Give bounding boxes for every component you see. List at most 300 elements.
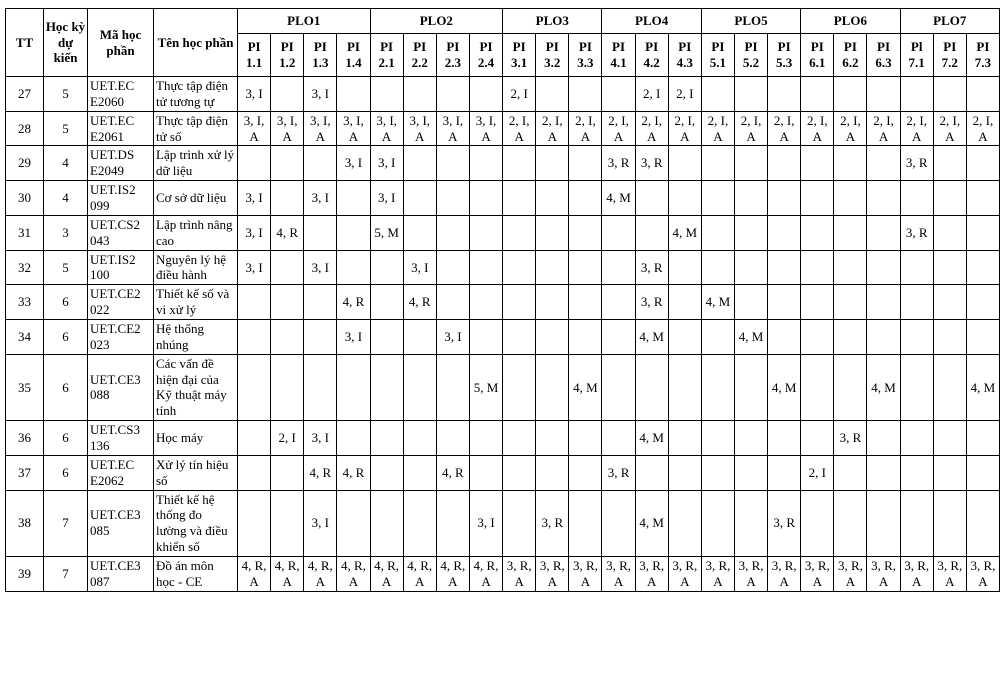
cell-tt: 27	[6, 77, 44, 112]
cell-pi-4.2: 4, M	[635, 320, 668, 355]
cell-pi-7.3	[966, 215, 999, 250]
cell-pi-5.1	[701, 215, 734, 250]
cell-pi-2.4	[469, 181, 502, 216]
header-group-plo6: PLO6	[801, 9, 900, 34]
cell-tt: 33	[6, 285, 44, 320]
cell-pi-5.1	[701, 181, 734, 216]
cell-pi-4.1	[602, 354, 635, 420]
cell-pi-7.3	[966, 490, 999, 556]
cell-pi-2.1	[370, 354, 403, 420]
cell-pi-3.2	[536, 455, 569, 490]
header-cell-pi-3.3: PI 3.3	[569, 34, 602, 77]
cell-semester: 4	[44, 181, 88, 216]
cell-course-name: Lập trình xử lý dữ liệu	[154, 146, 238, 181]
cell-pi-4.3	[668, 490, 701, 556]
cell-pi-7.2	[933, 77, 966, 112]
cell-pi-5.1	[701, 490, 734, 556]
cell-pi-7.3	[966, 77, 999, 112]
cell-pi-7.2: 2, I, A	[933, 111, 966, 146]
cell-pi-4.1	[602, 285, 635, 320]
header-group-plo7: PLO7	[900, 9, 999, 34]
header-cell-pi-5.1: PI 5.1	[701, 34, 734, 77]
cell-pi-1.2	[271, 181, 304, 216]
cell-course-name: Thực tập điện tử tương tự	[154, 77, 238, 112]
cell-tt: 34	[6, 320, 44, 355]
cell-pi-5.2	[734, 354, 767, 420]
cell-pi-6.3: 4, M	[867, 354, 900, 420]
cell-pi-6.3	[867, 146, 900, 181]
cell-pi-4.1: 4, M	[602, 181, 635, 216]
cell-pi-3.1	[503, 421, 536, 456]
header-cell-pi-4.1: PI 4.1	[602, 34, 635, 77]
header-cell-ten: Tên học phần	[154, 9, 238, 77]
plo-pi-mapping-table	[5, 8, 1000, 592]
cell-pi-1.1: 4, R, A	[238, 557, 271, 592]
cell-pi-5.3	[768, 285, 801, 320]
cell-course-name: Thực tập điện tử số	[154, 111, 238, 146]
header-cell-pi-1.3: PI 1.3	[304, 34, 337, 77]
cell-pi-6.1	[801, 181, 834, 216]
cell-pi-2.2	[403, 215, 436, 250]
cell-pi-6.2	[834, 215, 867, 250]
cell-pi-7.2: 3, R, A	[933, 557, 966, 592]
cell-course-name: Hệ thống nhúng	[154, 320, 238, 355]
cell-pi-1.2	[271, 455, 304, 490]
cell-pi-5.2	[734, 215, 767, 250]
cell-pi-1.1: 3, I	[238, 181, 271, 216]
cell-pi-6.2	[834, 77, 867, 112]
cell-pi-1.2	[271, 320, 304, 355]
cell-pi-1.4	[337, 490, 370, 556]
header-cell-pi-7.3: PI 7.3	[966, 34, 999, 77]
cell-pi-1.2	[271, 77, 304, 112]
cell-course-code: UET.CE2 022	[88, 285, 154, 320]
cell-course-code: UET.CS3 136	[88, 421, 154, 456]
cell-pi-7.1	[900, 490, 933, 556]
cell-pi-3.2	[536, 215, 569, 250]
cell-pi-5.1: 3, R, A	[701, 557, 734, 592]
cell-pi-6.2	[834, 250, 867, 285]
cell-pi-4.1	[602, 215, 635, 250]
cell-pi-4.2: 4, M	[635, 490, 668, 556]
cell-pi-3.1: 3, R, A	[503, 557, 536, 592]
cell-pi-3.3	[569, 146, 602, 181]
cell-semester: 7	[44, 490, 88, 556]
cell-pi-5.2	[734, 455, 767, 490]
cell-semester: 6	[44, 354, 88, 420]
cell-pi-2.1: 4, R, A	[370, 557, 403, 592]
cell-pi-2.1: 3, I	[370, 146, 403, 181]
cell-pi-1.3	[304, 320, 337, 355]
cell-pi-2.4	[469, 77, 502, 112]
cell-pi-4.3: 3, R, A	[668, 557, 701, 592]
cell-tt: 32	[6, 250, 44, 285]
cell-course-name: Các vấn đề hiện đại của Kỹ thuật máy tính	[154, 354, 238, 420]
cell-pi-2.2	[403, 455, 436, 490]
cell-pi-2.1	[370, 455, 403, 490]
cell-pi-7.2	[933, 421, 966, 456]
cell-pi-1.2	[271, 490, 304, 556]
cell-pi-4.2	[635, 455, 668, 490]
cell-pi-4.2	[635, 354, 668, 420]
cell-pi-6.1	[801, 320, 834, 355]
course-row-32	[6, 250, 1000, 285]
cell-pi-1.1: 3, I	[238, 77, 271, 112]
cell-pi-1.2: 4, R	[271, 215, 304, 250]
cell-pi-2.3	[436, 77, 469, 112]
cell-pi-1.1: 3, I, A	[238, 111, 271, 146]
cell-pi-4.3: 2, I	[668, 77, 701, 112]
cell-pi-1.3	[304, 215, 337, 250]
cell-pi-3.1: 2, I, A	[503, 111, 536, 146]
cell-pi-3.2	[536, 77, 569, 112]
cell-pi-3.2	[536, 181, 569, 216]
cell-course-name: Đồ án môn học - CE	[154, 557, 238, 592]
cell-pi-5.3: 3, R, A	[768, 557, 801, 592]
cell-pi-6.1	[801, 146, 834, 181]
cell-pi-2.3: 3, I, A	[436, 111, 469, 146]
cell-pi-4.3	[668, 285, 701, 320]
cell-pi-2.1: 3, I	[370, 181, 403, 216]
cell-pi-3.1	[503, 250, 536, 285]
cell-pi-6.1: 3, R, A	[801, 557, 834, 592]
cell-pi-4.3	[668, 455, 701, 490]
header-group-plo2: PLO2	[370, 9, 503, 34]
header-cell-ma: Mã học phần	[88, 9, 154, 77]
course-row-39	[6, 557, 1000, 592]
cell-pi-2.1	[370, 285, 403, 320]
cell-pi-5.1	[701, 354, 734, 420]
cell-pi-3.1	[503, 146, 536, 181]
cell-pi-1.4: 4, R	[337, 285, 370, 320]
cell-tt: 37	[6, 455, 44, 490]
cell-pi-6.2: 2, I, A	[834, 111, 867, 146]
cell-pi-1.2: 4, R, A	[271, 557, 304, 592]
cell-pi-2.2: 4, R	[403, 285, 436, 320]
cell-semester: 4	[44, 146, 88, 181]
cell-pi-6.3	[867, 421, 900, 456]
cell-pi-3.2	[536, 146, 569, 181]
cell-pi-1.3: 3, I	[304, 490, 337, 556]
cell-pi-6.1	[801, 77, 834, 112]
header-cell-pi-6.1: PI 6.1	[801, 34, 834, 77]
cell-pi-4.2: 3, R	[635, 146, 668, 181]
cell-pi-7.1	[900, 421, 933, 456]
cell-pi-2.3	[436, 285, 469, 320]
cell-pi-1.1	[238, 354, 271, 420]
header-group-plo1: PLO1	[238, 9, 371, 34]
cell-pi-2.2: 3, I, A	[403, 111, 436, 146]
header-cell-pi-6.2: PI 6.2	[834, 34, 867, 77]
cell-pi-2.4: 5, M	[469, 354, 502, 420]
cell-pi-6.3	[867, 181, 900, 216]
cell-semester: 3	[44, 215, 88, 250]
cell-pi-5.2	[734, 250, 767, 285]
cell-pi-5.2	[734, 77, 767, 112]
cell-pi-2.3: 4, R	[436, 455, 469, 490]
header-cell-pi-2.4: PI 2.4	[469, 34, 502, 77]
cell-course-code: UET.IS2 100	[88, 250, 154, 285]
cell-pi-5.2	[734, 490, 767, 556]
cell-pi-2.2	[403, 320, 436, 355]
cell-pi-3.2	[536, 250, 569, 285]
cell-pi-7.1: 3, R, A	[900, 557, 933, 592]
cell-course-code: UET.EC E2060	[88, 77, 154, 112]
cell-pi-7.3	[966, 146, 999, 181]
cell-pi-5.1	[701, 421, 734, 456]
header-cell-pi-4.3: PI 4.3	[668, 34, 701, 77]
cell-pi-2.2	[403, 490, 436, 556]
cell-pi-2.3	[436, 421, 469, 456]
cell-pi-7.3	[966, 421, 999, 456]
cell-pi-6.1	[801, 354, 834, 420]
cell-tt: 39	[6, 557, 44, 592]
cell-pi-1.2	[271, 354, 304, 420]
header-cell-pi-1.2: PI 1.2	[271, 34, 304, 77]
cell-pi-3.3: 4, M	[569, 354, 602, 420]
cell-pi-4.3: 4, M	[668, 215, 701, 250]
cell-pi-2.3	[436, 250, 469, 285]
cell-pi-4.1	[602, 250, 635, 285]
cell-pi-1.1	[238, 320, 271, 355]
cell-pi-5.2	[734, 146, 767, 181]
cell-pi-3.2: 3, R	[536, 490, 569, 556]
cell-pi-2.1	[370, 77, 403, 112]
cell-pi-1.2	[271, 250, 304, 285]
header-group-plo3: PLO3	[503, 9, 602, 34]
cell-pi-6.2	[834, 181, 867, 216]
cell-semester: 5	[44, 250, 88, 285]
cell-pi-6.3	[867, 77, 900, 112]
cell-pi-2.4	[469, 320, 502, 355]
course-row-30	[6, 181, 1000, 216]
course-row-28	[6, 111, 1000, 146]
cell-pi-7.1	[900, 181, 933, 216]
header-cell-pi-7.1: Pl 7.1	[900, 34, 933, 77]
cell-pi-2.4: 4, R, A	[469, 557, 502, 592]
cell-pi-2.3: 4, R, A	[436, 557, 469, 592]
cell-pi-2.4	[469, 146, 502, 181]
cell-pi-4.1: 2, I, A	[602, 111, 635, 146]
cell-pi-6.3: 3, R, A	[867, 557, 900, 592]
cell-pi-2.3	[436, 146, 469, 181]
cell-pi-4.2: 2, I, A	[635, 111, 668, 146]
cell-pi-7.3: 4, M	[966, 354, 999, 420]
cell-course-code: UET.CE3 088	[88, 354, 154, 420]
header-cell-pi-6.3: PI 6.3	[867, 34, 900, 77]
course-row-33	[6, 285, 1000, 320]
cell-pi-1.2	[271, 285, 304, 320]
cell-tt: 38	[6, 490, 44, 556]
cell-pi-4.1	[602, 320, 635, 355]
cell-pi-6.2	[834, 354, 867, 420]
cell-course-code: UET.IS2 099	[88, 181, 154, 216]
cell-pi-4.1: 3, R	[602, 455, 635, 490]
cell-semester: 6	[44, 421, 88, 456]
cell-pi-7.1	[900, 354, 933, 420]
cell-pi-2.3: 3, I	[436, 320, 469, 355]
cell-pi-1.4	[337, 421, 370, 456]
cell-pi-3.3: 3, R, A	[569, 557, 602, 592]
cell-pi-2.1	[370, 320, 403, 355]
cell-course-code: UET.CS2 043	[88, 215, 154, 250]
cell-pi-4.2	[635, 215, 668, 250]
cell-tt: 28	[6, 111, 44, 146]
cell-pi-3.3: 2, I, A	[569, 111, 602, 146]
cell-pi-3.3	[569, 250, 602, 285]
cell-pi-5.1: 4, M	[701, 285, 734, 320]
cell-pi-3.3	[569, 285, 602, 320]
cell-course-code: UET.EC E2061	[88, 111, 154, 146]
table-header	[6, 9, 1000, 77]
cell-pi-2.2: 3, I	[403, 250, 436, 285]
cell-pi-5.3: 2, I, A	[768, 111, 801, 146]
cell-pi-3.3	[569, 181, 602, 216]
cell-pi-6.2: 3, R, A	[834, 557, 867, 592]
cell-pi-5.2: 3, R, A	[734, 557, 767, 592]
cell-pi-5.1	[701, 146, 734, 181]
cell-pi-7.2	[933, 146, 966, 181]
cell-pi-3.2	[536, 354, 569, 420]
cell-pi-4.1	[602, 77, 635, 112]
cell-pi-1.3: 3, I	[304, 77, 337, 112]
cell-pi-1.4: 4, R	[337, 455, 370, 490]
cell-course-name: Lập trình nâng cao	[154, 215, 238, 250]
cell-course-name: Nguyên lý hệ điều hành	[154, 250, 238, 285]
cell-pi-2.2	[403, 354, 436, 420]
header-cell-pi-2.1: PI 2.1	[370, 34, 403, 77]
cell-pi-2.1: 3, I, A	[370, 111, 403, 146]
cell-pi-6.2	[834, 285, 867, 320]
cell-course-code: UET.CE3 087	[88, 557, 154, 592]
header-cell-pi-3.2: PI 3.2	[536, 34, 569, 77]
cell-pi-3.1: 2, I	[503, 77, 536, 112]
cell-pi-4.2	[635, 181, 668, 216]
cell-pi-7.2	[933, 285, 966, 320]
cell-pi-1.3: 3, I	[304, 181, 337, 216]
cell-pi-5.1	[701, 77, 734, 112]
cell-tt: 31	[6, 215, 44, 250]
cell-pi-3.1	[503, 354, 536, 420]
cell-pi-5.2: 4, M	[734, 320, 767, 355]
cell-pi-5.3	[768, 181, 801, 216]
cell-pi-6.3	[867, 215, 900, 250]
cell-pi-4.3	[668, 181, 701, 216]
cell-pi-2.3	[436, 215, 469, 250]
cell-course-name: Học máy	[154, 421, 238, 456]
cell-pi-3.2	[536, 320, 569, 355]
cell-pi-6.3	[867, 490, 900, 556]
cell-semester: 5	[44, 111, 88, 146]
cell-pi-2.4	[469, 250, 502, 285]
cell-pi-5.3	[768, 455, 801, 490]
cell-course-name: Thiết kế số và vi xử lý	[154, 285, 238, 320]
cell-pi-5.1: 2, I, A	[701, 111, 734, 146]
cell-pi-1.3: 3, I	[304, 250, 337, 285]
cell-pi-4.3	[668, 421, 701, 456]
header-cell-pi-2.3: PI 2.3	[436, 34, 469, 77]
cell-pi-6.2	[834, 490, 867, 556]
course-row-37	[6, 455, 1000, 490]
cell-pi-1.1: 3, I	[238, 215, 271, 250]
cell-pi-6.2	[834, 146, 867, 181]
cell-pi-4.3	[668, 354, 701, 420]
cell-pi-5.3: 4, M	[768, 354, 801, 420]
cell-semester: 6	[44, 285, 88, 320]
cell-pi-1.1	[238, 285, 271, 320]
cell-pi-3.3	[569, 215, 602, 250]
course-row-38	[6, 490, 1000, 556]
cell-pi-1.1	[238, 146, 271, 181]
cell-pi-7.2	[933, 490, 966, 556]
cell-pi-2.2: 4, R, A	[403, 557, 436, 592]
cell-pi-5.2	[734, 421, 767, 456]
cell-pi-5.1	[701, 320, 734, 355]
header-row-groups	[6, 9, 1000, 34]
cell-pi-7.1	[900, 320, 933, 355]
cell-pi-7.2	[933, 181, 966, 216]
cell-pi-1.4: 3, I	[337, 146, 370, 181]
cell-semester: 5	[44, 77, 88, 112]
cell-pi-1.4: 3, I, A	[337, 111, 370, 146]
cell-pi-4.1	[602, 421, 635, 456]
cell-pi-3.1	[503, 490, 536, 556]
cell-course-name: Thiết kế hệ thống đo lường và điều khiển số	[154, 490, 238, 556]
cell-pi-7.2	[933, 354, 966, 420]
cell-pi-7.2	[933, 455, 966, 490]
cell-pi-7.3	[966, 455, 999, 490]
cell-pi-1.1	[238, 455, 271, 490]
cell-pi-3.1	[503, 320, 536, 355]
cell-pi-6.1: 2, I	[801, 455, 834, 490]
cell-pi-7.1	[900, 455, 933, 490]
cell-pi-3.2	[536, 285, 569, 320]
cell-pi-5.3	[768, 215, 801, 250]
cell-pi-5.2: 2, I, A	[734, 111, 767, 146]
cell-course-code: UET.EC E2062	[88, 455, 154, 490]
cell-course-code: UET.DS E2049	[88, 146, 154, 181]
cell-pi-3.2: 2, I, A	[536, 111, 569, 146]
cell-pi-1.3	[304, 354, 337, 420]
cell-pi-4.3	[668, 250, 701, 285]
cell-pi-2.4	[469, 215, 502, 250]
cell-semester: 7	[44, 557, 88, 592]
cell-pi-1.3: 3, I	[304, 421, 337, 456]
cell-pi-4.2: 3, R	[635, 250, 668, 285]
cell-pi-1.4	[337, 354, 370, 420]
cell-tt: 35	[6, 354, 44, 420]
header-cell-pi-5.3: PI 5.3	[768, 34, 801, 77]
cell-pi-1.4: 3, I	[337, 320, 370, 355]
cell-pi-7.3	[966, 181, 999, 216]
cell-pi-5.1	[701, 455, 734, 490]
cell-pi-2.4: 3, I	[469, 490, 502, 556]
cell-pi-3.2	[536, 421, 569, 456]
cell-pi-7.1: 3, R	[900, 146, 933, 181]
cell-pi-6.3	[867, 455, 900, 490]
cell-pi-5.3	[768, 320, 801, 355]
cell-pi-5.2	[734, 285, 767, 320]
cell-pi-6.1	[801, 250, 834, 285]
cell-pi-1.4	[337, 77, 370, 112]
cell-course-name: Xử lý tín hiệu số	[154, 455, 238, 490]
cell-pi-2.4	[469, 421, 502, 456]
cell-pi-7.1	[900, 250, 933, 285]
header-group-plo4: PLO4	[602, 9, 701, 34]
header-cell-pi-2.2: PI 2.2	[403, 34, 436, 77]
course-row-34	[6, 320, 1000, 355]
cell-pi-7.3: 2, I, A	[966, 111, 999, 146]
